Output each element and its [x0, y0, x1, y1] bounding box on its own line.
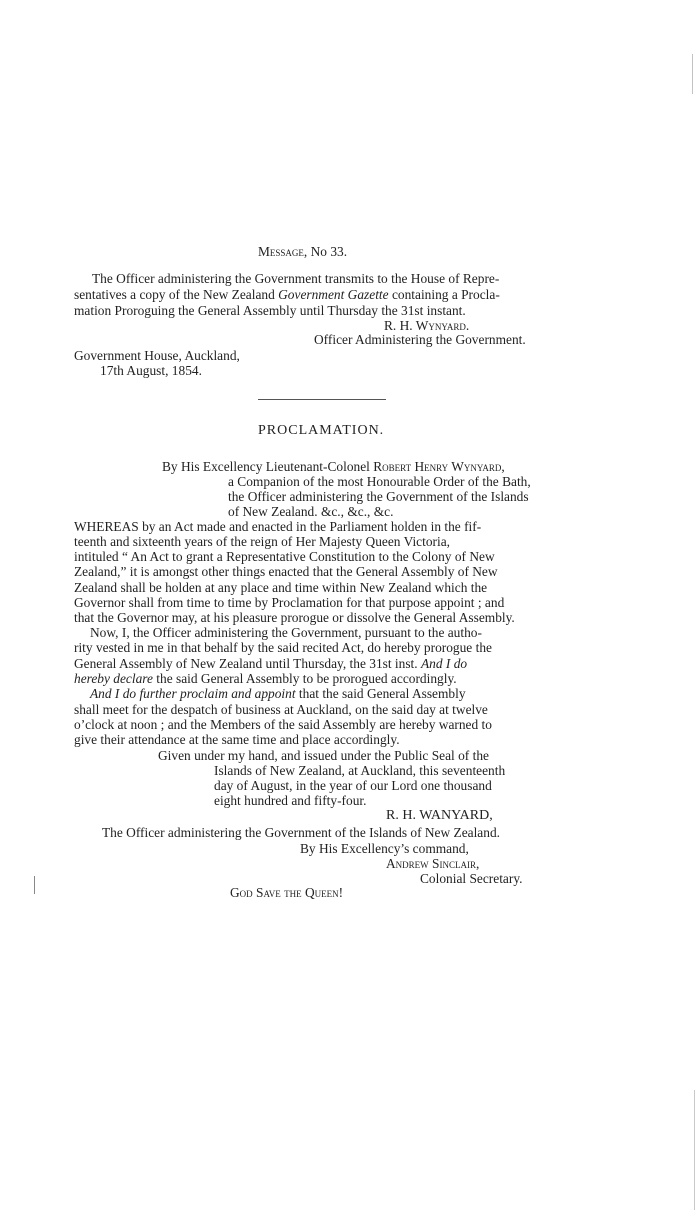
- scan-edge-mark-right-2: [694, 1090, 695, 1210]
- body-line-11-b: the said General Assembly to be prorogued accordingly.: [152, 671, 457, 686]
- body-line-4: Zealand,” it is amongst other things enacted that the General Assembly of New: [74, 564, 498, 579]
- message-line-2-b: containing a Procla-: [388, 287, 500, 302]
- message-line-1: The Officer administering the Government transmits to the House of Repre-: [92, 271, 500, 286]
- body-line-11-italic: hereby declare: [74, 671, 153, 686]
- command-line: By His Excellency’s command,: [300, 841, 469, 856]
- body-line-6: Governor shall from time to time by Proclamation for that purpose appoint ; and: [74, 595, 505, 610]
- proclamation-title: PROCLAMATION.: [258, 423, 385, 438]
- gazette-title: Government Gazette: [278, 287, 389, 302]
- message-date: 17th August, 1854.: [100, 363, 202, 378]
- given-line-3: day of August, in the year of our Lord one thousand: [214, 778, 492, 793]
- message-heading: Message, No 33.: [258, 244, 348, 259]
- closing-line: The Officer administering the Government of the Islands of New Zealand.: [102, 825, 500, 840]
- body-line-8: Now, I, the Officer administering the Government, pursuant to the autho-: [90, 625, 482, 640]
- message-heading-prefix: Message: [258, 244, 304, 259]
- body-line-9: rity vested in me in that behalf by the said recited Act, do hereby prorogue the: [74, 640, 492, 655]
- body-line-3: intituled “ An Act to grant a Representative Constitution to the Colony of New: [74, 549, 495, 564]
- body-line-12: [90, 686, 466, 702]
- preamble-line-2: a Companion of the most Honourable Order of the Bath,: [228, 474, 531, 489]
- body-line-10-italic: And I do: [420, 656, 468, 671]
- god-save-the-queen: God Save the Queen!: [230, 885, 344, 900]
- message-line-2-a: sentatives a copy of the New Zealand: [74, 287, 279, 302]
- preamble-lead: By His Excellency Lieutenant-Colonel: [162, 459, 374, 474]
- message-line-3: mation Proroguing the General Assembly until Thursday the 31st instant.: [74, 303, 466, 318]
- given-line-4: eight hundred and fifty-four.: [214, 793, 367, 808]
- given-line-2: Islands of New Zealand, at Auckland, this seventeenth: [214, 763, 506, 778]
- proclamation-signatory: R. H. WANYARD,: [386, 808, 493, 823]
- scan-edge-mark-left: [34, 876, 35, 894]
- body-line-12-b: that the said General Assembly: [295, 686, 466, 701]
- body-line-10: [74, 656, 467, 672]
- message-signatory-title: Officer Administering the Government.: [314, 332, 526, 347]
- secretary-name: Andrew Sinclair,: [386, 856, 480, 871]
- preamble-line-1: [162, 459, 505, 475]
- body-line-10-a: General Assembly of New Zealand until Thursday, the 31st inst.: [74, 656, 421, 671]
- body-line-14: o’clock at noon ; and the Members of the said Assembly are hereby warned to: [74, 717, 492, 732]
- message-place: Government House, Auckland,: [74, 348, 240, 363]
- message-line-2: [74, 287, 500, 303]
- body-line-2: teenth and sixteenth years of the reign of Her Majesty Queen Victoria,: [74, 534, 450, 549]
- preamble-line-3: the Officer administering the Government of the Islands: [228, 489, 529, 504]
- secretary-title: Colonial Secretary.: [420, 871, 523, 886]
- message-heading-number: No 33.: [310, 244, 348, 259]
- governor-name: Robert Henry Wynyard,: [373, 459, 505, 474]
- given-line-1: Given under my hand, and issued under the Public Seal of the: [158, 748, 489, 763]
- body-line-15: give their attendance at the same time and place accordingly.: [74, 732, 400, 747]
- message-signatory-name: R. H. Wynyard.: [384, 318, 470, 333]
- scan-edge-mark-right-1: [692, 54, 693, 94]
- preamble-line-4: of New Zealand. &c., &c., &c.: [228, 504, 394, 519]
- section-divider: [258, 399, 386, 400]
- body-line-13: shall meet for the despatch of business at Auckland, on the said day at twelve: [74, 702, 488, 717]
- body-line-11: [74, 671, 457, 687]
- body-line-12-italic: And I do further proclaim and appoint: [90, 686, 296, 701]
- body-line-7: that the Governor may, at his pleasure prorogue or dissolve the General Assembly.: [74, 610, 515, 625]
- body-line-1: WHEREAS by an Act made and enacted in the Parliament holden in the fif-: [74, 519, 482, 534]
- body-line-5: Zealand shall be holden at any place and time within New Zealand which the: [74, 580, 488, 595]
